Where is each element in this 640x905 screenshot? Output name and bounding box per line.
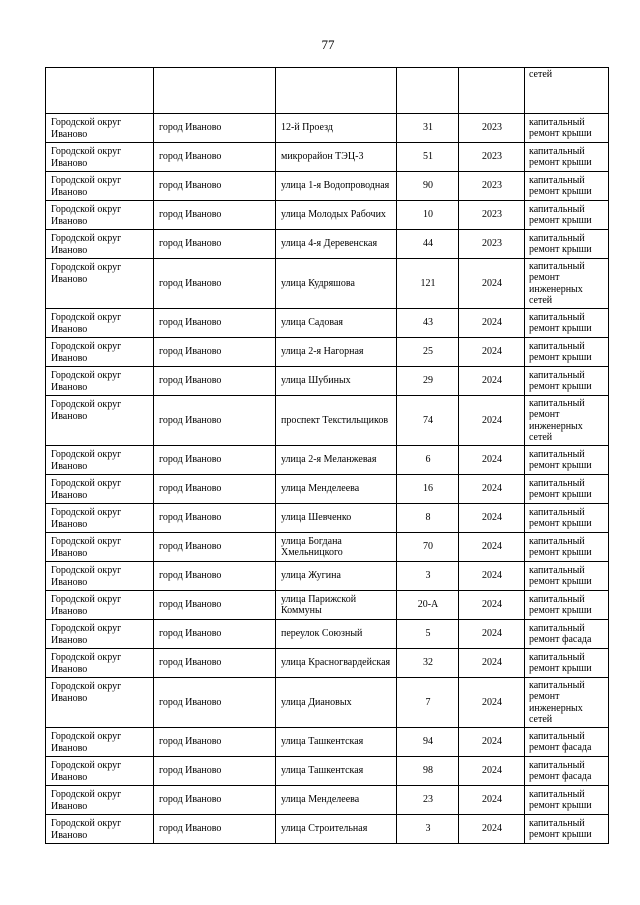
table-row [46, 757, 609, 786]
cell-street: улица 2-я Меланжевая [276, 446, 397, 475]
cell-work-type: капитальный ремонт крыши [525, 786, 609, 815]
cell-street: улица Диановых [276, 678, 397, 728]
cell-house-number: 10 [397, 201, 459, 230]
cell-district: Городской округ Иваново [46, 786, 154, 815]
cell-year: 2024 [459, 757, 525, 786]
cell-year: 2024 [459, 367, 525, 396]
cell-work-type: капитальный ремонт фасада [525, 620, 609, 649]
cell-street: улица 4-я Деревенская [276, 230, 397, 259]
cell-year: 2024 [459, 504, 525, 533]
table-row [46, 475, 609, 504]
cell-work-type: капитальный ремонт фасада [525, 757, 609, 786]
cell-district: Городской округ Иваново [46, 728, 154, 757]
cell-house-number: 3 [397, 562, 459, 591]
cell-city: город Иваново [154, 678, 276, 728]
cell-city: город Иваново [154, 114, 276, 143]
cell-house-number: 8 [397, 504, 459, 533]
cell-year: 2023 [459, 230, 525, 259]
cell-year: 2024 [459, 649, 525, 678]
cell-work-type: капитальный ремонт инженерных сетей [525, 678, 609, 728]
cell-district: Городской округ Иваново [46, 678, 154, 728]
cell-year: 2024 [459, 396, 525, 446]
cell-city: город Иваново [154, 757, 276, 786]
cell-year: 2023 [459, 143, 525, 172]
cell-district: Городской округ Иваново [46, 533, 154, 562]
cell-year: 2024 [459, 591, 525, 620]
cell-city: город Иваново [154, 728, 276, 757]
cell-work-type: капитальный ремонт крыши [525, 367, 609, 396]
table-row [46, 143, 609, 172]
cell-work-type: капитальный ремонт крыши [525, 562, 609, 591]
cell-work-type: капитальный ремонт крыши [525, 309, 609, 338]
cell-street: улица Красногвардейская [276, 649, 397, 678]
cell-house-number: 94 [397, 728, 459, 757]
table-row [46, 678, 609, 728]
cell-house-number: 3 [397, 815, 459, 844]
cell-street: переулок Союзный [276, 620, 397, 649]
table-row [46, 446, 609, 475]
cell-district: Городской округ Иваново [46, 201, 154, 230]
cell-district: Городской округ Иваново [46, 367, 154, 396]
cell-work-type: капитальный ремонт крыши [525, 591, 609, 620]
cell-street: улица Кудряшова [276, 259, 397, 309]
cell-house-number: 32 [397, 649, 459, 678]
table-row [46, 172, 609, 201]
cell-work-type: капитальный ремонт крыши [525, 143, 609, 172]
cell-year: 2024 [459, 815, 525, 844]
cell-street: проспект Текстильщиков [276, 396, 397, 446]
cell-district: Городской округ Иваново [46, 815, 154, 844]
cell-house-number: 29 [397, 367, 459, 396]
cell-house-number: 20-А [397, 591, 459, 620]
cell-city: город Иваново [154, 815, 276, 844]
page-number: 77 [321, 37, 335, 52]
table-body [46, 68, 609, 844]
cell-district: Городской округ Иваново [46, 114, 154, 143]
cell-city: город Иваново [154, 201, 276, 230]
cell-city: город Иваново [154, 172, 276, 201]
cell-house-number: 70 [397, 533, 459, 562]
cell-district: Городской округ Иваново [46, 172, 154, 201]
cell-city: город Иваново [154, 620, 276, 649]
cell-district: Городской округ Иваново [46, 504, 154, 533]
repair-schedule-table [45, 67, 609, 844]
cell-work-type: капитальный ремонт крыши [525, 649, 609, 678]
cell-city: город Иваново [154, 309, 276, 338]
table-row [46, 620, 609, 649]
cell-district: Городской округ Иваново [46, 620, 154, 649]
cell-work-type: капитальный ремонт крыши [525, 114, 609, 143]
cell-district: Городской округ Иваново [46, 143, 154, 172]
cell-district: Городской округ Иваново [46, 338, 154, 367]
cell-district: Городской округ Иваново [46, 475, 154, 504]
cell-city: город Иваново [154, 396, 276, 446]
cell-district: Городской округ Иваново [46, 309, 154, 338]
cell-street: улица Менделеева [276, 786, 397, 815]
cell-street: улица Садовая [276, 309, 397, 338]
table-row [46, 367, 609, 396]
cell-district: Городской округ Иваново [46, 562, 154, 591]
cell-work-type: капитальный ремонт крыши [525, 475, 609, 504]
table-row [46, 728, 609, 757]
cell-house-number: 31 [397, 114, 459, 143]
table-row [46, 562, 609, 591]
cell-year: 2024 [459, 562, 525, 591]
cell-street: улица Ташкентская [276, 757, 397, 786]
cell-city: город Иваново [154, 446, 276, 475]
cell-year: 2024 [459, 309, 525, 338]
cell-work-type: капитальный ремонт крыши [525, 230, 609, 259]
cell-house-number: 23 [397, 786, 459, 815]
cell-district: Городской округ Иваново [46, 446, 154, 475]
cell-house-number [397, 68, 459, 114]
cell-house-number: 90 [397, 172, 459, 201]
cell-work-type: капитальный ремонт инженерных сетей [525, 396, 609, 446]
cell-street: улица 1-я Водопроводная [276, 172, 397, 201]
cell-year: 2023 [459, 114, 525, 143]
table-row [46, 815, 609, 844]
cell-street: улица Ташкентская [276, 728, 397, 757]
cell-city: город Иваново [154, 259, 276, 309]
cell-house-number: 7 [397, 678, 459, 728]
cell-city: город Иваново [154, 475, 276, 504]
cell-work-type: капитальный ремонт крыши [525, 338, 609, 367]
cell-city: город Иваново [154, 338, 276, 367]
table-row [46, 259, 609, 309]
cell-city: город Иваново [154, 591, 276, 620]
cell-city: город Иваново [154, 786, 276, 815]
cell-street: улица Строительная [276, 815, 397, 844]
cell-year [459, 68, 525, 114]
cell-work-type: капитальный ремонт крыши [525, 815, 609, 844]
cell-city [154, 68, 276, 114]
cell-house-number: 98 [397, 757, 459, 786]
cell-work-type: сетей [525, 68, 609, 114]
table-row [46, 786, 609, 815]
cell-work-type: капитальный ремонт фасада [525, 728, 609, 757]
cell-house-number: 74 [397, 396, 459, 446]
cell-year: 2024 [459, 786, 525, 815]
cell-street: улица Шевченко [276, 504, 397, 533]
cell-year: 2024 [459, 259, 525, 309]
cell-work-type: капитальный ремонт крыши [525, 201, 609, 230]
cell-city: город Иваново [154, 533, 276, 562]
cell-house-number: 16 [397, 475, 459, 504]
cell-street: улица Менделеева [276, 475, 397, 504]
cell-city: город Иваново [154, 649, 276, 678]
table-row [46, 230, 609, 259]
table-row [46, 591, 609, 620]
cell-work-type: капитальный ремонт крыши [525, 172, 609, 201]
cell-street: улица 2-я Нагорная [276, 338, 397, 367]
table-row [46, 533, 609, 562]
cell-house-number: 121 [397, 259, 459, 309]
table-row [46, 396, 609, 446]
table-row [46, 649, 609, 678]
cell-year: 2024 [459, 678, 525, 728]
cell-city: город Иваново [154, 504, 276, 533]
cell-house-number: 6 [397, 446, 459, 475]
cell-year: 2023 [459, 201, 525, 230]
cell-street: улица Молодых Рабочих [276, 201, 397, 230]
cell-district: Городской округ Иваново [46, 649, 154, 678]
cell-year: 2024 [459, 475, 525, 504]
cell-work-type: капитальный ремонт крыши [525, 446, 609, 475]
table-row [46, 504, 609, 533]
table-row [46, 114, 609, 143]
cell-house-number: 51 [397, 143, 459, 172]
cell-year: 2024 [459, 620, 525, 649]
cell-work-type: капитальный ремонт инженерных сетей [525, 259, 609, 309]
cell-house-number: 43 [397, 309, 459, 338]
cell-city: город Иваново [154, 230, 276, 259]
cell-year: 2024 [459, 533, 525, 562]
cell-work-type: капитальный ремонт крыши [525, 504, 609, 533]
cell-street: улица Жугина [276, 562, 397, 591]
cell-house-number: 25 [397, 338, 459, 367]
cell-work-type: капитальный ремонт крыши [525, 533, 609, 562]
cell-district: Городской округ Иваново [46, 757, 154, 786]
cell-street: улица Шубиных [276, 367, 397, 396]
cell-street: улица Парижской Коммуны [276, 591, 397, 620]
cell-district: Городской округ Иваново [46, 230, 154, 259]
cell-street [276, 68, 397, 114]
table-row-continuation [46, 68, 609, 114]
cell-street: 12-й Проезд [276, 114, 397, 143]
cell-year: 2024 [459, 338, 525, 367]
cell-house-number: 44 [397, 230, 459, 259]
cell-district: Городской округ Иваново [46, 591, 154, 620]
cell-street: микрорайон ТЭЦ-3 [276, 143, 397, 172]
cell-year: 2023 [459, 172, 525, 201]
cell-district [46, 68, 154, 114]
table-row [46, 338, 609, 367]
cell-year: 2024 [459, 728, 525, 757]
cell-street: улица Богдана Хмельницкого [276, 533, 397, 562]
cell-district: Городской округ Иваново [46, 396, 154, 446]
cell-city: город Иваново [154, 143, 276, 172]
cell-year: 2024 [459, 446, 525, 475]
cell-house-number: 5 [397, 620, 459, 649]
cell-district: Городской округ Иваново [46, 259, 154, 309]
cell-city: город Иваново [154, 367, 276, 396]
table-row [46, 309, 609, 338]
table-row [46, 201, 609, 230]
cell-city: город Иваново [154, 562, 276, 591]
